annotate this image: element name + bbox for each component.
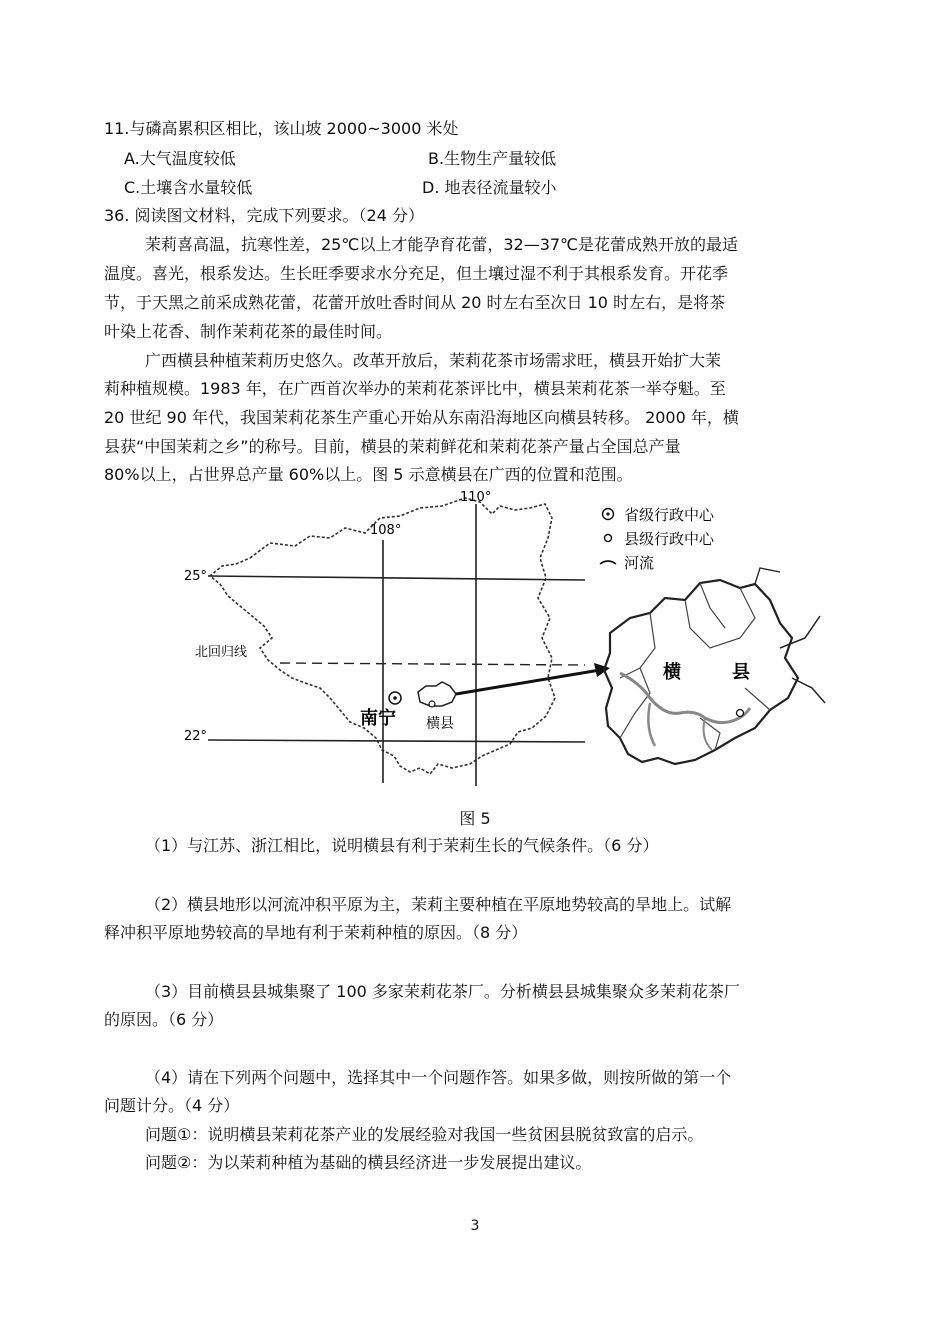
figure-caption: 图 5: [459, 809, 491, 828]
lon-108-label: 108°: [370, 523, 402, 538]
hengxian-label: 横县: [426, 716, 454, 732]
q36-sub2-line: 释冲积平原地势较高的旱地有利于茉莉种植的原因。（8 分）: [104, 923, 528, 942]
tropic-line: [280, 663, 585, 665]
q36-sub4-line: （4）请在下列两个问题中，选择其中一个问题作答。如果多做，则按所做的第一个: [145, 1068, 732, 1087]
q36-sub1: （1）与江苏、浙江相比，说明横县有利于茉莉生长的气候条件。（6 分）: [145, 836, 659, 855]
q36-para2-line: 80%以上，占世界总产量 60%以上。图 5 示意横县在广西的位置和范围。: [104, 465, 633, 484]
inset-river: [620, 673, 750, 723]
q36-para2-line: 县获“中国茉莉之乡”的称号。目前，横县的茉莉鲜花和茉莉花茶产量占全国总产量: [104, 437, 681, 456]
q36-sub3-line: 的原因。（6 分）: [104, 1010, 224, 1029]
lat-25-line: [208, 576, 585, 580]
lon-110-label: 110°: [460, 490, 492, 505]
q36-sub3-line: （3）目前横县县城集聚了 100 多家茉莉花茶厂。分析横县县城集聚众多茉莉花茶厂: [145, 982, 740, 1001]
q36-para2-line: 广西横县种植茉莉历史悠久。改革开放后，茉莉花茶市场需求旺，横县开始扩大茉: [145, 351, 722, 370]
q36-sub2-line: （2）横县地形以河流冲积平原为主，茉莉主要种植在平原地势较高的旱地上。试解: [145, 895, 732, 914]
q36-para1-line: 节，于天黑之前采成熟花蕾，花蕾开放吐香时间从 20 时左右至次日 10 时左右，是将茶: [104, 293, 726, 312]
q36-sub4-line: 问题计分。（4 分）: [104, 1096, 240, 1115]
q36-para1-line: 叶染上花香、制作茉莉花茶的最佳时间。: [104, 322, 393, 341]
lat-22-line: [208, 740, 585, 742]
q36-para2-line: 莉种植规模。1983 年，在广西首次举办的茉莉花茶评比中，横县茉莉花茶一举夺魁。至: [104, 379, 726, 398]
lat-22-label: 22°: [184, 729, 208, 744]
q36-para1-line: 温度。喜光，根系发达。生长旺季要求水分充足，但土壤过湿不利于其根系发育。开花季: [104, 264, 729, 283]
page-number: 3: [470, 1218, 480, 1234]
legend-county: 县级行政中心: [624, 530, 715, 548]
legend-river: 河流: [624, 554, 655, 572]
q36-problem-1: 问题①：说明横县茉莉花茶产业的发展经验对我国一些贫困县脱贫致富的启示。: [145, 1125, 704, 1144]
lat-25-label: 25°: [184, 569, 208, 584]
tropic-label: 北回归线: [195, 645, 248, 660]
inset-xian-label: 县: [732, 662, 750, 683]
nanning-label: 南宁: [360, 708, 396, 729]
q11-option-b: B.生物生产量较低: [428, 149, 557, 168]
q36-para2-line: 20 世纪 90 年代，我国茉莉花茶生产重心开始从东南沿海地区向横县转移。 2000 年，横: [104, 408, 739, 427]
map-svg: [180, 488, 840, 788]
q11-option-d: D. 地表径流量较小: [422, 178, 557, 197]
inset-county-center: [737, 710, 744, 717]
q11-option-c: C.土壤含水量较低: [124, 178, 253, 197]
hengxian-symbol: [429, 701, 435, 707]
pointer-arrow: [456, 670, 600, 694]
q36-title: 36. 阅读图文材料，完成下列要求。（24 分）: [104, 206, 424, 225]
inset-heng-label: 横: [663, 662, 681, 683]
q11-stem: 11.与磷高累积区相比，该山坡 2000~3000 米处: [104, 119, 459, 138]
q11-option-a: A.大气温度较低: [124, 149, 236, 168]
legend-provincial: 省级行政中心: [624, 506, 715, 524]
q36-problem-2: 问题②：为以茉莉种植为基础的横县经济进一步发展提出建议。: [145, 1153, 592, 1172]
figure-5-map: [180, 488, 840, 788]
q36-para1-line: 茉莉喜高温，抗寒性差，25℃以上才能孕育花蕾，32—37℃是花蕾成熟开放的最适: [145, 235, 739, 254]
hengxian-small-outline: [418, 682, 456, 706]
